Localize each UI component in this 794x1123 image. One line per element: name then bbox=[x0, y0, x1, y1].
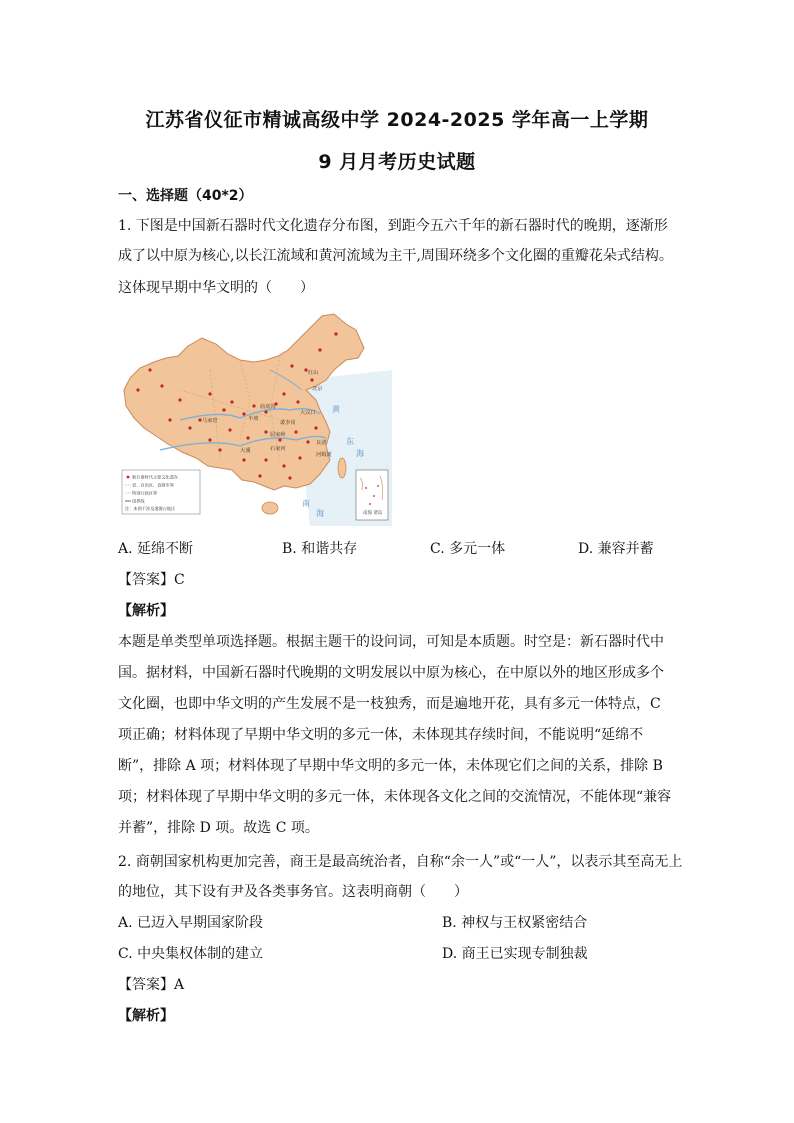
map-label: 屈家岭 bbox=[270, 432, 286, 438]
legend-note: 注：本图不涉及港澳台地区 bbox=[125, 506, 176, 511]
map-label: 红山 bbox=[308, 370, 319, 376]
q1-option-a[interactable]: A. 延绵不断 bbox=[118, 541, 194, 557]
map-label: 石家河 bbox=[270, 446, 286, 452]
map-label: 庙底沟 bbox=[260, 404, 276, 410]
map-label: 大溪 bbox=[240, 448, 251, 454]
q2-option-b[interactable]: B. 神权与王权紧密结合 bbox=[442, 915, 588, 931]
q2-option-d[interactable]: D. 商王已实现专制独裁 bbox=[442, 946, 588, 962]
q1-stem-line: 这体现早期中华文明的（ ） bbox=[118, 280, 314, 296]
legend-item: 省、自治区、直辖市界 bbox=[132, 482, 174, 488]
q2-answer: 【答案】A bbox=[118, 977, 185, 993]
q1-analysis-line: 本题是单类型单项选择题。根据主题干的设问词，可知是本质题。时空是：新石器时代中 bbox=[118, 634, 664, 650]
q1-analysis-line: 文化圈，也即中华文明的产生发展不是一枝独秀，而是遍地开花，具有多元一体特点，C bbox=[118, 696, 661, 712]
q2-analysis-label: 【解析】 bbox=[118, 1008, 174, 1024]
q1-option-c[interactable]: C. 多元一体 bbox=[430, 541, 506, 557]
sea-label: 黄 bbox=[332, 405, 340, 414]
q1-option-d[interactable]: D. 兼容并蓄 bbox=[578, 541, 654, 557]
map-label: 半坡 bbox=[248, 416, 259, 422]
section-heading: 一、选择题（40*2） bbox=[118, 188, 253, 204]
sea-label: 海 bbox=[356, 449, 364, 458]
sea-label: 南 bbox=[302, 499, 310, 508]
taiwan-island bbox=[338, 458, 346, 478]
q1-answer: 【答案】C bbox=[118, 572, 185, 588]
q1-analysis-line: 国。据材料，中国新石器时代晚期的文明发展以中原为核心，在中原以外的地区形成多个 bbox=[118, 665, 664, 681]
q1-analysis-line: 断”，排除 A 项；材料体现了早期中华文明的多元一体，未体现它们之间的关系，排除 B bbox=[118, 758, 663, 774]
q1-stem-line: 1. 下图是中国新石器时代文化遗存分布图，到距今五六千年的新石器时代的晚期，逐渐形 bbox=[118, 218, 668, 234]
hainan-island bbox=[262, 502, 278, 514]
q1-analysis-line: 并蓄”，排除 D 项。故选 C 项。 bbox=[118, 820, 319, 836]
q1-analysis-label: 【解析】 bbox=[118, 603, 174, 619]
exam-title-line2: 9 月月考历史试题 bbox=[318, 151, 476, 173]
map-label: 北京 bbox=[312, 386, 323, 392]
q1-analysis-line: 项正确；材料体现了早期中华文明的多元一体，未体现其存续时间，不能说明“延绵不 bbox=[118, 727, 644, 743]
q1-stem-line: 成了以中原为核心,以长江流域和黄河流域为主干,周围环绕多个文化圈的重瓣花朵式结构。 bbox=[118, 248, 673, 264]
legend-item: 特别行政区界 bbox=[132, 490, 158, 496]
inset-label: 南海 诸岛 bbox=[363, 511, 383, 516]
q2-option-c[interactable]: C. 中央集权体制的建立 bbox=[118, 946, 264, 962]
q2-stem-line: 2. 商朝国家机构更加完善，商王是最高统治者，自称“余一人”或“一人”，以表示其至高无上 bbox=[118, 854, 683, 870]
q1-option-b[interactable]: B. 和谐共存 bbox=[282, 541, 358, 557]
map-label: 河姆渡 bbox=[316, 452, 332, 458]
q2-option-a[interactable]: A. 已迈入早期国家阶段 bbox=[118, 915, 264, 931]
map-label: 裴李岗 bbox=[280, 420, 296, 426]
q1-analysis-line: 项；材料体现了早期中华文明的多元一体，未体现各文化之间的交流情况，不能体现“兼容 bbox=[118, 789, 672, 805]
map-label: 良渚 bbox=[316, 440, 327, 446]
legend-item: 新石器时代主要文化遗存 bbox=[132, 474, 179, 480]
map-label: 马家窑 bbox=[202, 418, 218, 424]
sea-label: 东 bbox=[346, 437, 354, 446]
map-label: 大汶口 bbox=[300, 410, 316, 416]
neolithic-culture-map bbox=[120, 310, 392, 526]
exam-title-line1: 江苏省仪征市精诚高级中学 2024-2025 学年高一上学期 bbox=[145, 109, 649, 131]
legend-item: 国界线 bbox=[132, 498, 145, 504]
q2-stem-line: 的地位，其下设有尹及各类事务官。这表明商朝（ ） bbox=[118, 884, 468, 900]
sea-label: 海 bbox=[316, 509, 324, 518]
